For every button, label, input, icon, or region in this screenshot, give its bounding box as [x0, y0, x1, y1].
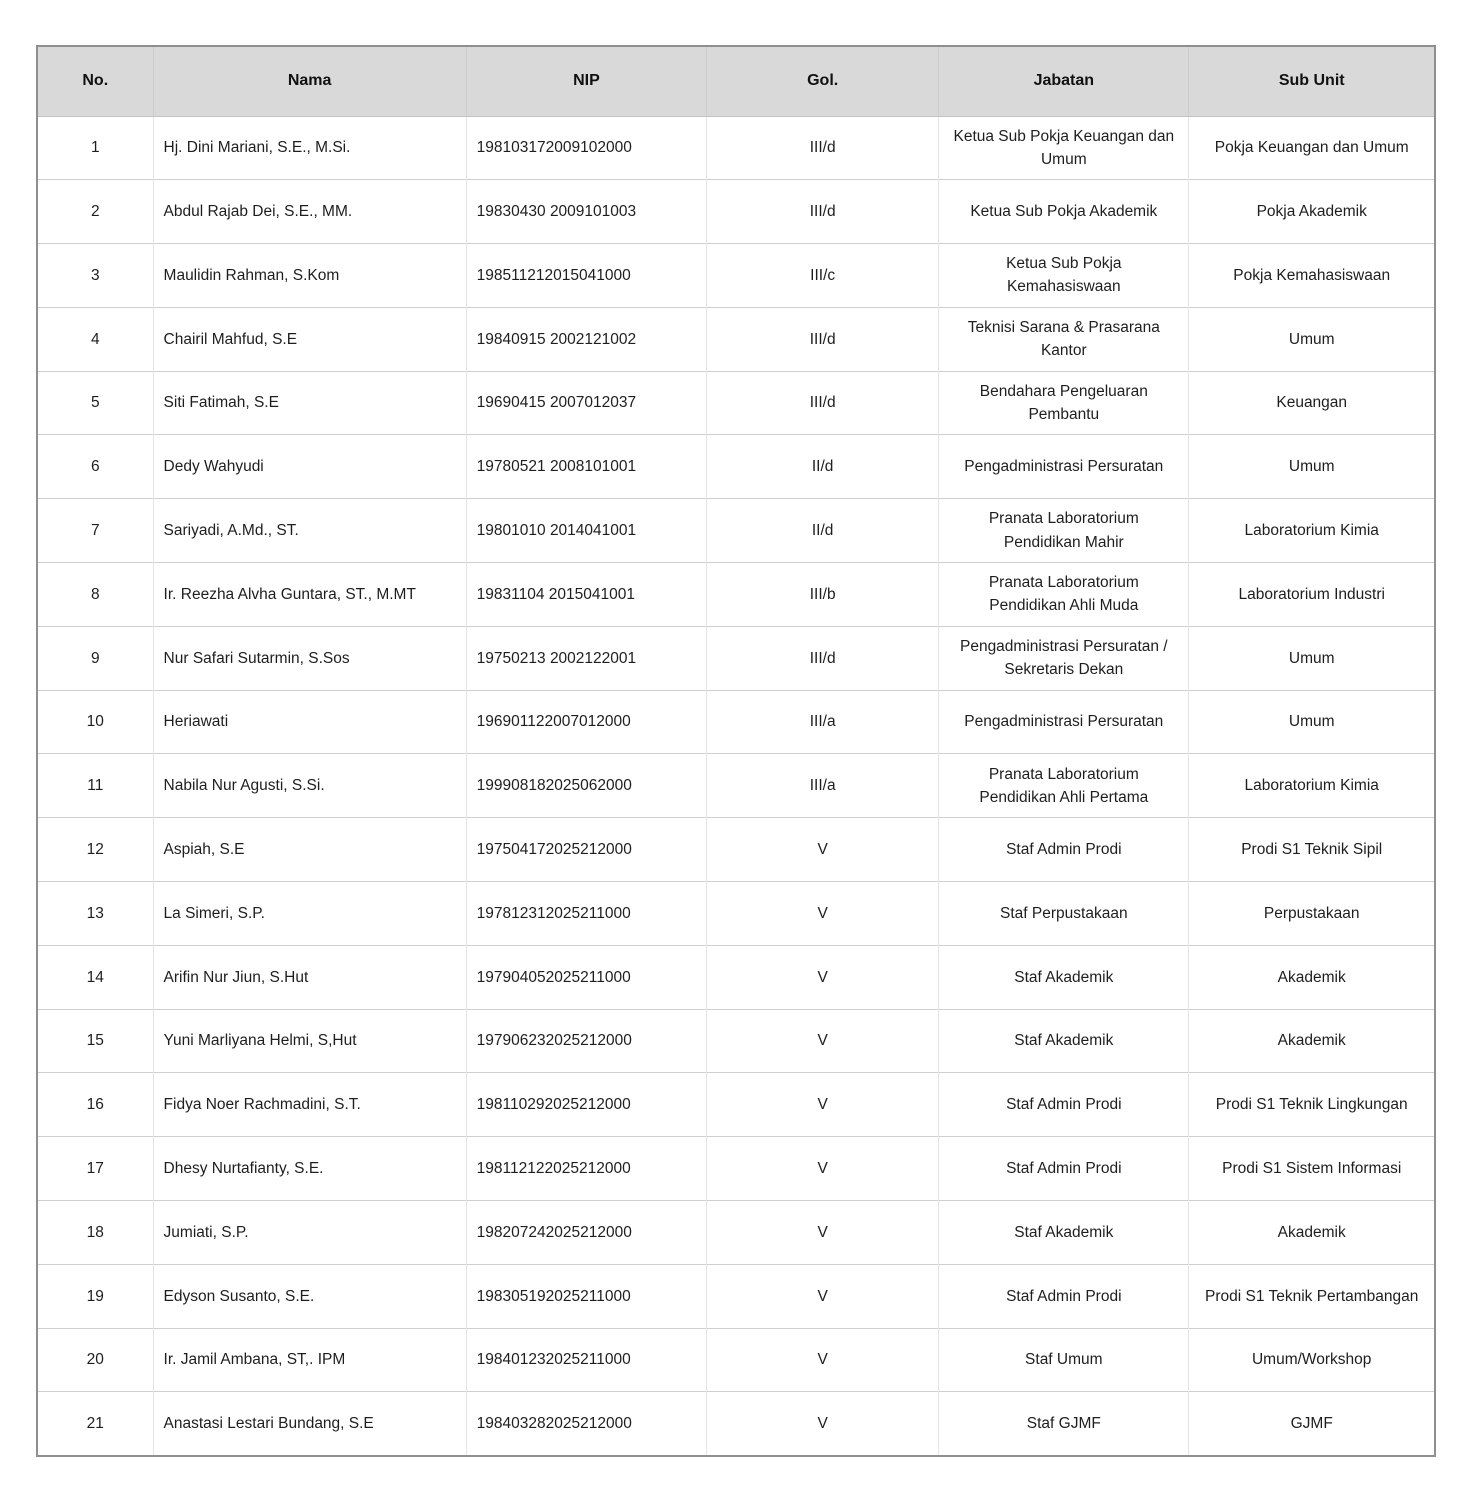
cell-gol: II/d [707, 499, 939, 563]
column-header-nip: NIP [466, 46, 706, 116]
cell-nama: Dhesy Nurtafianty, S.E. [153, 1137, 466, 1201]
cell-sub_unit: Prodi S1 Teknik Lingkungan [1189, 1073, 1435, 1137]
cell-gol: III/d [707, 371, 939, 435]
cell-nama: Siti Fatimah, S.E [153, 371, 466, 435]
table-row [37, 435, 1435, 499]
cell-nip: 19840915 2002121002 [466, 307, 706, 371]
cell-no: 16 [37, 1073, 153, 1137]
cell-no: 13 [37, 882, 153, 946]
cell-sub_unit: Umum [1189, 690, 1435, 754]
cell-jabatan: Pengadministrasi Persuratan [939, 690, 1189, 754]
cell-gol: III/d [707, 180, 939, 244]
cell-nama: Chairil Mahfud, S.E [153, 307, 466, 371]
cell-nip: 198110292025212000 [466, 1073, 706, 1137]
cell-nip: 19780521 2008101001 [466, 435, 706, 499]
cell-no: 10 [37, 690, 153, 754]
cell-nip: 199908182025062000 [466, 754, 706, 818]
table-row [37, 499, 1435, 563]
staff-table [36, 45, 1436, 1457]
cell-nip: 19831104 2015041001 [466, 563, 706, 627]
cell-nip: 198207242025212000 [466, 1201, 706, 1265]
cell-nama: Sariyadi, A.Md., ST. [153, 499, 466, 563]
table-row [37, 307, 1435, 371]
cell-nip: 197812312025211000 [466, 882, 706, 946]
cell-gol: V [707, 1201, 939, 1265]
table-row [37, 563, 1435, 627]
cell-gol: III/d [707, 116, 939, 180]
cell-gol: III/d [707, 626, 939, 690]
cell-jabatan: Staf Akademik [939, 1009, 1189, 1073]
table-row [37, 945, 1435, 1009]
cell-jabatan: Staf Akademik [939, 945, 1189, 1009]
table-row [37, 1201, 1435, 1265]
cell-no: 15 [37, 1009, 153, 1073]
cell-nama: Yuni Marliyana Helmi, S,Hut [153, 1009, 466, 1073]
cell-nip: 198511212015041000 [466, 244, 706, 308]
cell-jabatan: Ketua Sub Pokja Kemahasiswaan [939, 244, 1189, 308]
cell-sub_unit: Prodi S1 Sistem Informasi [1189, 1137, 1435, 1201]
cell-jabatan: Pranata Laboratorium Pendidikan Ahli Muda [939, 563, 1189, 627]
staff-table-container [36, 45, 1436, 1457]
cell-nama: Hj. Dini Mariani, S.E., M.Si. [153, 116, 466, 180]
cell-gol: V [707, 1264, 939, 1328]
table-row [37, 1137, 1435, 1201]
cell-jabatan: Ketua Sub Pokja Akademik [939, 180, 1189, 244]
cell-nip: 19750213 2002122001 [466, 626, 706, 690]
table-row [37, 818, 1435, 882]
cell-gol: III/a [707, 690, 939, 754]
table-row [37, 180, 1435, 244]
cell-sub_unit: Keuangan [1189, 371, 1435, 435]
table-row [37, 882, 1435, 946]
cell-sub_unit: Akademik [1189, 945, 1435, 1009]
cell-gol: III/d [707, 307, 939, 371]
cell-sub_unit: Prodi S1 Teknik Sipil [1189, 818, 1435, 882]
cell-no: 14 [37, 945, 153, 1009]
cell-nip: 19801010 2014041001 [466, 499, 706, 563]
cell-sub_unit: Laboratorium Kimia [1189, 499, 1435, 563]
cell-jabatan: Pengadministrasi Persuratan [939, 435, 1189, 499]
cell-nama: La Simeri, S.P. [153, 882, 466, 946]
cell-nama: Abdul Rajab Dei, S.E., MM. [153, 180, 466, 244]
column-header-sub_unit: Sub Unit [1189, 46, 1435, 116]
cell-jabatan: Teknisi Sarana & Prasarana Kantor [939, 307, 1189, 371]
cell-sub_unit: Umum [1189, 435, 1435, 499]
cell-no: 12 [37, 818, 153, 882]
cell-nama: Maulidin Rahman, S.Kom [153, 244, 466, 308]
cell-no: 18 [37, 1201, 153, 1265]
cell-jabatan: Staf Admin Prodi [939, 1073, 1189, 1137]
cell-jabatan: Staf Admin Prodi [939, 1264, 1189, 1328]
cell-no: 7 [37, 499, 153, 563]
cell-sub_unit: Umum [1189, 307, 1435, 371]
cell-nama: Ir. Reezha Alvha Guntara, ST., M.MT [153, 563, 466, 627]
table-row [37, 1073, 1435, 1137]
cell-nip: 198403282025212000 [466, 1392, 706, 1456]
cell-gol: V [707, 945, 939, 1009]
cell-nip: 197504172025212000 [466, 818, 706, 882]
cell-nip: 198103172009102000 [466, 116, 706, 180]
cell-sub_unit: Akademik [1189, 1201, 1435, 1265]
cell-gol: V [707, 1009, 939, 1073]
cell-no: 4 [37, 307, 153, 371]
table-row [37, 754, 1435, 818]
cell-sub_unit: Pokja Keuangan dan Umum [1189, 116, 1435, 180]
column-header-no: No. [37, 46, 153, 116]
table-row [37, 116, 1435, 180]
cell-jabatan: Staf Admin Prodi [939, 1137, 1189, 1201]
cell-nip: 19690415 2007012037 [466, 371, 706, 435]
header-row [37, 46, 1435, 116]
column-header-nama: Nama [153, 46, 466, 116]
cell-jabatan: Pranata Laboratorium Pendidikan Ahli Pertama [939, 754, 1189, 818]
cell-jabatan: Staf Umum [939, 1328, 1189, 1392]
cell-sub_unit: Umum [1189, 626, 1435, 690]
table-row [37, 1264, 1435, 1328]
cell-jabatan: Staf Perpustakaan [939, 882, 1189, 946]
column-header-jabatan: Jabatan [939, 46, 1189, 116]
table-row [37, 626, 1435, 690]
cell-sub_unit: Pokja Akademik [1189, 180, 1435, 244]
table-row [37, 244, 1435, 308]
cell-nama: Arifin Nur Jiun, S.Hut [153, 945, 466, 1009]
cell-nama: Heriawati [153, 690, 466, 754]
table-row [37, 690, 1435, 754]
cell-sub_unit: Umum/Workshop [1189, 1328, 1435, 1392]
cell-no: 19 [37, 1264, 153, 1328]
cell-gol: II/d [707, 435, 939, 499]
table-row [37, 1009, 1435, 1073]
cell-gol: V [707, 1328, 939, 1392]
cell-gol: V [707, 818, 939, 882]
cell-no: 17 [37, 1137, 153, 1201]
cell-no: 20 [37, 1328, 153, 1392]
cell-no: 11 [37, 754, 153, 818]
cell-nip: 197904052025211000 [466, 945, 706, 1009]
cell-nip: 19830430 2009101003 [466, 180, 706, 244]
cell-gol: III/b [707, 563, 939, 627]
cell-nip: 198112122025212000 [466, 1137, 706, 1201]
cell-gol: V [707, 1073, 939, 1137]
cell-nama: Nur Safari Sutarmin, S.Sos [153, 626, 466, 690]
cell-gol: V [707, 882, 939, 946]
cell-nama: Aspiah, S.E [153, 818, 466, 882]
table-body [37, 116, 1435, 1456]
cell-jabatan: Pengadministrasi Persuratan / Sekretaris Dekan [939, 626, 1189, 690]
table-row [37, 1392, 1435, 1456]
cell-jabatan: Staf Akademik [939, 1201, 1189, 1265]
cell-nama: Jumiati, S.P. [153, 1201, 466, 1265]
cell-no: 5 [37, 371, 153, 435]
cell-no: 2 [37, 180, 153, 244]
column-header-gol: Gol. [707, 46, 939, 116]
cell-sub_unit: Laboratorium Industri [1189, 563, 1435, 627]
cell-sub_unit: Perpustakaan [1189, 882, 1435, 946]
cell-no: 1 [37, 116, 153, 180]
cell-sub_unit: GJMF [1189, 1392, 1435, 1456]
cell-no: 21 [37, 1392, 153, 1456]
cell-jabatan: Bendahara Pengeluaran Pembantu [939, 371, 1189, 435]
cell-sub_unit: Akademik [1189, 1009, 1435, 1073]
cell-nip: 198401232025211000 [466, 1328, 706, 1392]
cell-sub_unit: Laboratorium Kimia [1189, 754, 1435, 818]
cell-gol: V [707, 1137, 939, 1201]
cell-nama: Fidya Noer Rachmadini, S.T. [153, 1073, 466, 1137]
cell-nama: Ir. Jamil Ambana, ST,. IPM [153, 1328, 466, 1392]
cell-jabatan: Staf GJMF [939, 1392, 1189, 1456]
cell-no: 3 [37, 244, 153, 308]
cell-sub_unit: Prodi S1 Teknik Pertambangan [1189, 1264, 1435, 1328]
cell-nip: 196901122007012000 [466, 690, 706, 754]
cell-gol: V [707, 1392, 939, 1456]
cell-jabatan: Staf Admin Prodi [939, 818, 1189, 882]
cell-no: 9 [37, 626, 153, 690]
table-row [37, 371, 1435, 435]
table-header [37, 46, 1435, 116]
cell-no: 8 [37, 563, 153, 627]
cell-no: 6 [37, 435, 153, 499]
cell-gol: III/a [707, 754, 939, 818]
cell-gol: III/c [707, 244, 939, 308]
table-row [37, 1328, 1435, 1392]
cell-jabatan: Pranata Laboratorium Pendidikan Mahir [939, 499, 1189, 563]
cell-nama: Dedy Wahyudi [153, 435, 466, 499]
cell-nip: 198305192025211000 [466, 1264, 706, 1328]
cell-nama: Anastasi Lestari Bundang, S.E [153, 1392, 466, 1456]
cell-nip: 197906232025212000 [466, 1009, 706, 1073]
cell-nama: Edyson Susanto, S.E. [153, 1264, 466, 1328]
cell-jabatan: Ketua Sub Pokja Keuangan dan Umum [939, 116, 1189, 180]
cell-nama: Nabila Nur Agusti, S.Si. [153, 754, 466, 818]
cell-sub_unit: Pokja Kemahasiswaan [1189, 244, 1435, 308]
